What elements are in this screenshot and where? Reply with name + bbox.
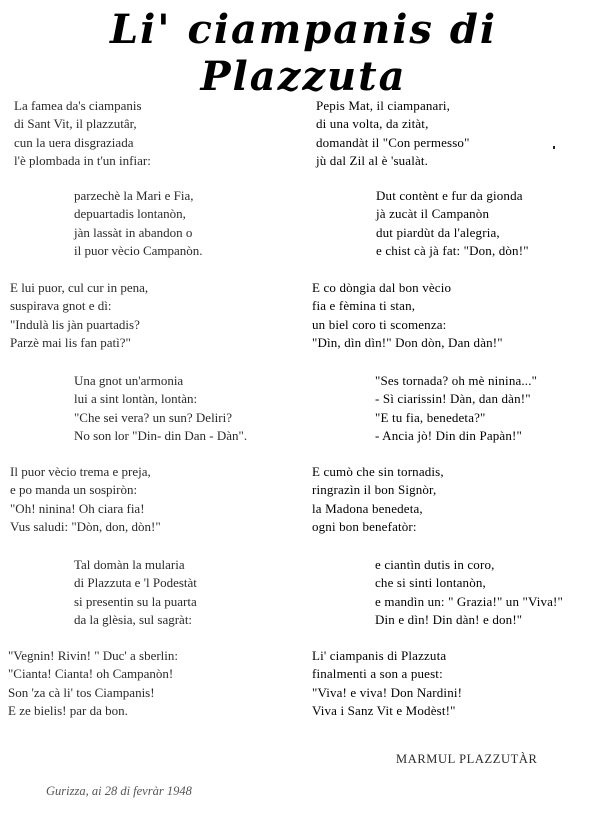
verse-line: cun la uera disgraziada [14, 134, 134, 150]
verse-line: che si sinti lontanòn, [375, 575, 486, 591]
verse-line: "Indulà lis jàn puartadis? [10, 316, 140, 332]
verse-line: jà zucàt il Campanòn [376, 206, 490, 222]
verse-line: Pepis Mat, il ciampanari, [316, 98, 451, 113]
verse-line: suspirava gnot e dì: [10, 298, 112, 314]
right-stanza-7 [312, 647, 462, 720]
verse-line: Din e dìn! Din dàn! e don!" [375, 611, 523, 627]
verse-line: Dut contènt e fur da gionda [376, 188, 523, 203]
right-stanza-4 [375, 372, 537, 445]
verse-line: fia e fèmina ti stan, [312, 298, 416, 314]
verse-line: di Sant Vit, il plazzutâr, [14, 116, 137, 132]
verse-line: jù dal Zil al è 'sualàt. [316, 152, 429, 168]
verse-line: Son 'za cà li' tos Ciampanis! [8, 684, 155, 700]
verse-line: E ze bielis! par da bon. [8, 702, 128, 718]
verse-line: "Vegnin! Rivin! " Duc' a sberlin: [8, 648, 179, 663]
verse-line: jàn lassàt in abandon o [74, 224, 193, 240]
verse-line: E lui puor, cul cur in pena, [10, 280, 149, 295]
verse-line: l'è plombada in t'un infiar: [14, 152, 151, 168]
verse-line: Viva i Sanz Vit e Modèst!" [312, 702, 456, 718]
verse-line: e ciantìn dutis in coro, [375, 557, 495, 572]
verse-line: "Oh! ninina! Oh ciara fia! [10, 500, 145, 516]
verse-line: - Ancia jò! Din din Papàn!" [375, 427, 522, 443]
verse-line: ogni bon benefatòr: [312, 518, 417, 534]
right-stanza-5 [312, 463, 444, 536]
verse-line: La famea da's ciampanis [14, 98, 142, 113]
verse-line: e po manda un sospiròn: [10, 482, 138, 498]
verse-line: il puor vècio Campanòn. [74, 242, 203, 258]
verse-line: un biel coro ti scomenza: [312, 316, 447, 332]
right-stanza-2 [376, 187, 529, 260]
verse-line: domandàt il "Con permesso" [316, 134, 470, 150]
verse-line: finalmenti a son a puest: [312, 666, 443, 682]
verse-line: E co dòngia dal bon vècio [312, 280, 452, 295]
verse-line: parzechè la Mari e Fia, [74, 188, 194, 203]
left-stanza-2 [74, 187, 203, 260]
right-stanza-3 [312, 279, 503, 352]
left-stanza-7 [8, 647, 178, 720]
verse-line: "Dìn, dìn dìn!" Don dòn, Dan dàn!" [312, 334, 503, 350]
poem-title: Li' ciampanis di Plazzuta [109, 6, 498, 100]
verse-line: No son lor "Din- din Dan - Dàn". [74, 427, 248, 443]
verse-line: di una volta, da zitàt, [316, 116, 429, 132]
verse-line: "Che sei vera? un sun? Deliri? [74, 409, 232, 425]
verse-line: E cumò che sin tornadis, [312, 464, 444, 479]
verse-line: da la glèsia, sul sagràt: [74, 611, 193, 627]
verse-line: "Viva! e viva! Don Nardini! [312, 684, 463, 700]
verse-line: e chist cà jà fat: "Don, dòn!" [376, 242, 529, 258]
right-stanza-1 [316, 97, 470, 170]
left-stanza-1 [14, 97, 151, 170]
left-stanza-5 [10, 463, 161, 536]
verse-line: Vus saludi: "Dòn, don, dòn!" [10, 518, 161, 534]
verse-line: si presentin su la puarta [74, 593, 197, 609]
verse-line: Li' ciampanis di Plazzuta [312, 648, 447, 663]
verse-line: Una gnot un'armonia [74, 373, 184, 388]
ink-speck [553, 146, 555, 149]
right-stanza-6 [375, 556, 563, 629]
verse-line: la Madona benedeta, [312, 500, 423, 516]
verse-line: Tal domàn la mularia [74, 557, 185, 572]
place-date-line: Gurizza, ai 28 di fevràr 1948 [46, 784, 192, 798]
left-stanza-3 [10, 279, 148, 352]
verse-line: ringrazìn il bon Signòr, [312, 482, 437, 498]
verse-line: di Plazzuta e 'l Podestàt [74, 575, 197, 591]
verse-line: depuartadis lontanòn, [74, 206, 186, 222]
author-signature: MARMUL PLAZZUTÀR [396, 752, 538, 766]
verse-line: - Sì ciarissin! Dàn, dan dàn!" [375, 391, 531, 407]
verse-line: e mandìn un: " Grazia!" un "Viva!" [375, 593, 563, 609]
verse-line: "Ses tornada? oh mè ninina..." [375, 373, 538, 388]
left-stanza-4 [74, 372, 247, 445]
verse-line: Il puor vècio trema e preja, [10, 464, 151, 479]
verse-line: dut piardùt da l'alegria, [376, 224, 500, 240]
verse-line: Parzè mai lis fan patì?" [10, 334, 131, 350]
verse-line: "E tu fia, benedeta?" [375, 409, 486, 425]
verse-line: lui a sint lontàn, lontàn: [74, 391, 198, 407]
verse-line: "Cianta! Cianta! oh Campanòn! [8, 666, 174, 682]
left-stanza-6 [74, 556, 197, 629]
